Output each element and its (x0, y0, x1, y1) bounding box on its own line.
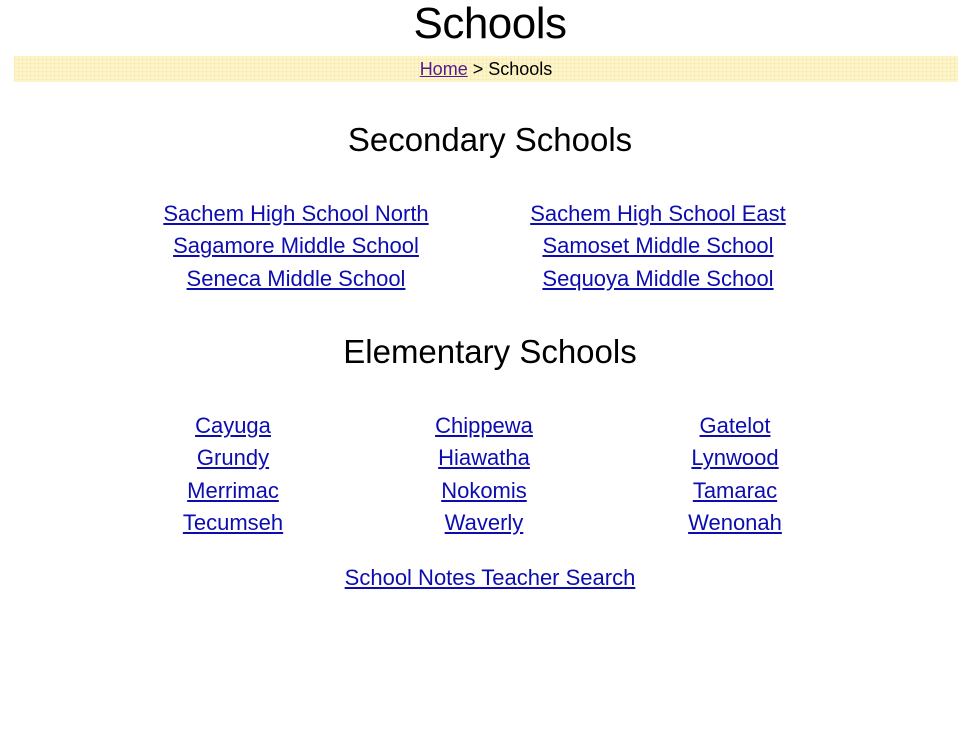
breadcrumb (14, 56, 958, 82)
school-link-tecumseh[interactable]: Tecumseh (182, 509, 284, 535)
school-link-grundy[interactable]: Grundy (196, 445, 270, 471)
elementary-schools-heading: Elementary Schools (343, 333, 637, 370)
school-link-samoset[interactable]: Samoset Middle School (542, 233, 774, 259)
breadcrumb-separator: > (472, 59, 484, 79)
school-link-tamarac[interactable]: Tamarac (692, 477, 778, 503)
page-title: Schools (413, 0, 567, 48)
footer (0, 562, 980, 594)
school-link-sagamore[interactable]: Sagamore Middle School (173, 233, 419, 259)
secondary-schools-heading: Secondary Schools (347, 121, 633, 158)
school-link-seneca[interactable]: Seneca Middle School (186, 265, 406, 291)
breadcrumb-current: Schools (488, 59, 553, 79)
school-link-gatelot[interactable]: Gatelot (699, 413, 771, 438)
school-link-sachem-east[interactable]: Sachem High School East (530, 201, 786, 226)
school-link-nokomis[interactable]: Nokomis (441, 477, 527, 503)
breadcrumb-home-link[interactable]: Home (419, 59, 468, 79)
school-link-hiawatha[interactable]: Hiawatha (438, 445, 530, 471)
school-link-waverly[interactable]: Waverly (444, 509, 524, 535)
elementary-schools-list (108, 410, 860, 539)
school-link-sachem-north[interactable]: Sachem High School North (163, 201, 429, 226)
secondary-schools-list (122, 198, 846, 295)
school-link-lynwood[interactable]: Lynwood (691, 445, 779, 471)
school-notes-teacher-search-link[interactable]: School Notes Teacher Search (344, 565, 636, 590)
school-link-wenonah[interactable]: Wenonah (688, 509, 782, 535)
school-link-chippewa[interactable]: Chippewa (435, 413, 533, 438)
school-link-cayuga[interactable]: Cayuga (195, 413, 271, 438)
school-link-merrimac[interactable]: Merrimac (187, 477, 279, 503)
school-link-sequoya[interactable]: Sequoya Middle School (542, 265, 774, 291)
